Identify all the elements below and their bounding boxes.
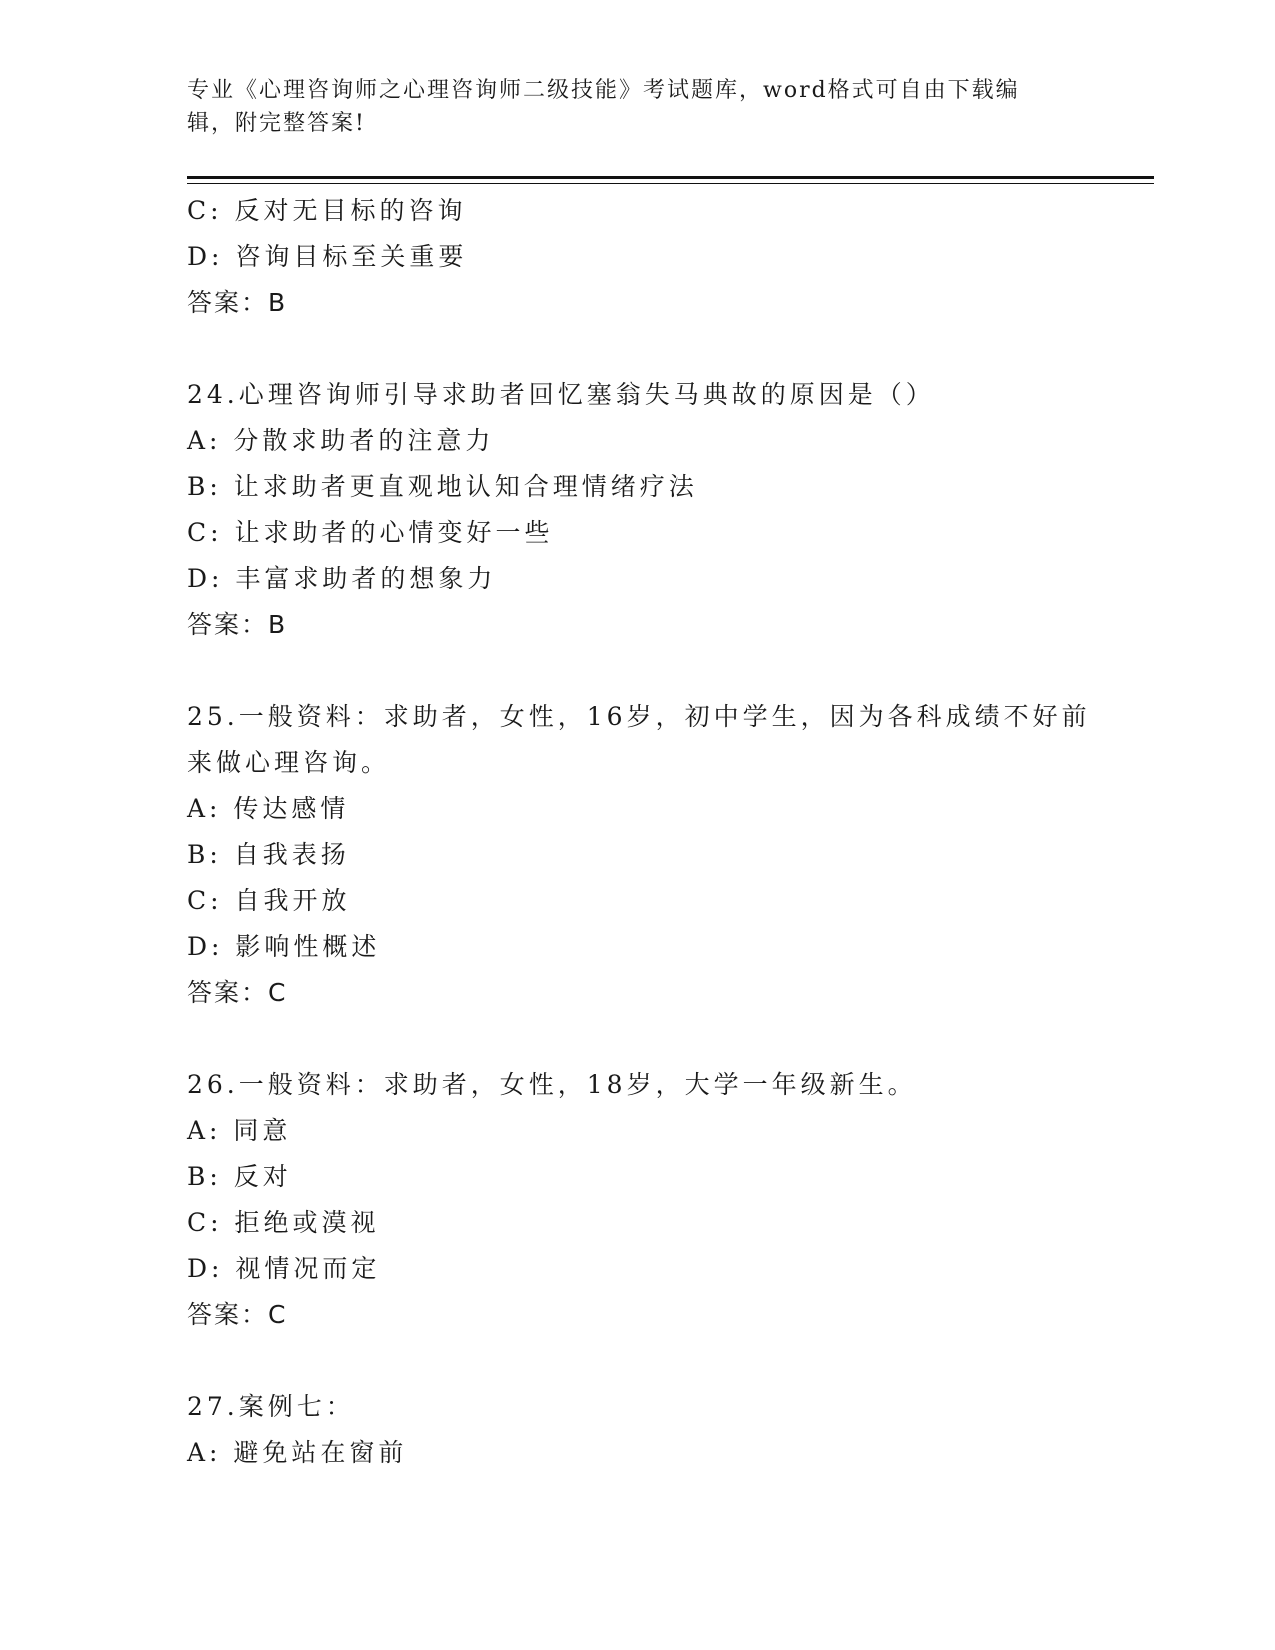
question-25 xyxy=(187,694,1107,1016)
option-c: C: 让求助者的心情变好一些 xyxy=(187,518,554,547)
option-b: B: 反对 xyxy=(187,1162,292,1191)
option-c: C: 自我开放 xyxy=(187,886,351,915)
option-b: B: 让求助者更直观地认知合理情绪疗法 xyxy=(187,472,698,501)
document-header: 专业《心理咨询师之心理咨询师二级技能》考试题库，word格式可自由下载编辑，附完整答案! xyxy=(187,78,1020,136)
answer-label: 答案：C xyxy=(187,1300,288,1329)
question-title: 27.案例七： xyxy=(187,1392,355,1421)
question-title-line-1: 25.一般资料：求助者，女性，16岁，初中学生，因为各科成绩不好前 xyxy=(187,702,1091,731)
question-list xyxy=(187,188,1107,1476)
question-title: 26.一般资料：求助者，女性，18岁，大学一年级新生。 xyxy=(187,1070,917,1099)
spacer xyxy=(187,648,1107,694)
option-d: D: 咨询目标至关重要 xyxy=(187,242,468,271)
option-a: A: 传达感情 xyxy=(187,794,350,823)
option-a: A: 避免站在窗前 xyxy=(187,1438,408,1467)
spacer xyxy=(187,326,1107,372)
answer-label: 答案：C xyxy=(187,978,288,1007)
question-26 xyxy=(187,1062,1107,1338)
option-d: D: 视情况而定 xyxy=(187,1254,381,1283)
option-d: D: 影响性概述 xyxy=(187,932,381,961)
option-a: A: 分散求助者的注意力 xyxy=(187,426,495,455)
question-title: 24.心理咨询师引导求助者回忆塞翁失马典故的原因是（） xyxy=(187,380,935,409)
option-d: D: 丰富求助者的想象力 xyxy=(187,564,497,593)
option-b: B: 自我表扬 xyxy=(187,840,350,869)
answer-label: 答案：B xyxy=(187,610,288,639)
header-divider-thin xyxy=(187,183,1154,184)
option-c: C: 反对无目标的咨询 xyxy=(187,196,467,225)
header-divider-thick xyxy=(187,176,1154,179)
question-24 xyxy=(187,372,1107,648)
question-title-line-2: 来做心理咨询。 xyxy=(187,748,391,777)
question-27 xyxy=(187,1384,1107,1476)
spacer xyxy=(187,1016,1107,1062)
answer-label: 答案：B xyxy=(187,288,288,317)
option-c: C: 拒绝或漠视 xyxy=(187,1208,380,1237)
spacer xyxy=(187,1338,1107,1384)
question-23-continued xyxy=(187,188,1107,326)
option-a: A: 同意 xyxy=(187,1116,292,1145)
